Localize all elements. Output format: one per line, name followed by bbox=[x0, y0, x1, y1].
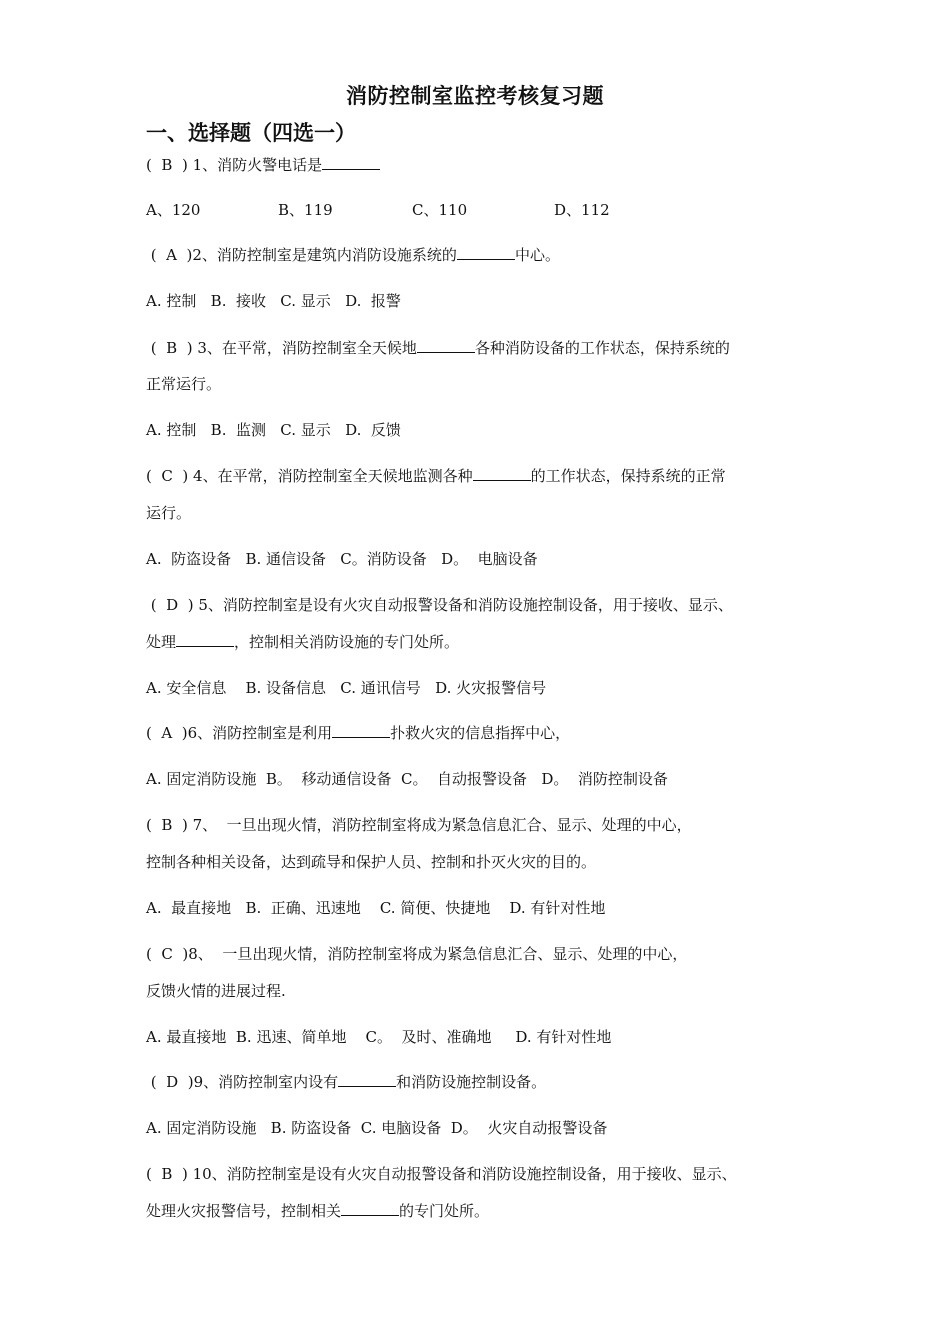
question-2 bbox=[146, 245, 560, 265]
answer-blank bbox=[473, 466, 531, 481]
question-text-tail: ，控制相关消防设施的专门处所。 bbox=[234, 633, 460, 651]
page-title: 消防控制室监控考核复习题 bbox=[346, 83, 604, 108]
question-8-continued: 反馈火情的进展过程. bbox=[146, 982, 286, 1000]
question-text: 处理 bbox=[146, 633, 177, 651]
option-b: B、119 bbox=[278, 201, 333, 219]
question-7-continued: 控制各种相关设备，达到疏导和保护人员、控制和扑灭火灾的目的。 bbox=[146, 853, 597, 871]
question-text: ( B ) 1、消防火警电话是 bbox=[146, 156, 323, 174]
option-a: A、120 bbox=[146, 201, 201, 219]
answer-blank bbox=[176, 632, 234, 647]
question-6-options: A. 固定消防设施 B。 移动通信设备 C。 自动报警设备 D。 消防控制设备 bbox=[146, 770, 668, 788]
question-3 bbox=[146, 338, 730, 358]
question-3-options: A. 控制 B. 监测 C. 显示 D. 反馈 bbox=[146, 421, 401, 439]
question-text: ( C ) 4、在平常，消防控制室全天候地监测各种 bbox=[146, 467, 473, 485]
answer-blank bbox=[457, 245, 515, 260]
option-d: D、112 bbox=[554, 201, 610, 219]
section-heading: 一、选择题（四选一） bbox=[146, 120, 356, 145]
question-7: ( B ) 7、 一旦出现火情，消防控制室将成为紧急信息汇合、显示、处理的中心， bbox=[146, 816, 692, 834]
answer-blank bbox=[417, 338, 475, 353]
question-9-options: A. 固定消防设施 B. 防盗设备 C. 电脑设备 D。 火灾自动报警设备 bbox=[146, 1119, 608, 1137]
question-6 bbox=[146, 723, 570, 743]
question-text-tail: 中心。 bbox=[514, 246, 560, 264]
question-10-continued bbox=[146, 1201, 489, 1221]
question-5: ( D ) 5、消防控制室是设有火灾自动报警设备和消防设施控制设备，用于接收、显示、 bbox=[146, 596, 733, 614]
question-4 bbox=[146, 466, 726, 486]
answer-blank bbox=[322, 155, 380, 170]
answer-blank bbox=[341, 1201, 399, 1216]
question-3-continued: 正常运行。 bbox=[146, 375, 222, 393]
question-8: ( C )8、 一旦出现火情，消防控制室将成为紧急信息汇合、显示、处理的中心， bbox=[146, 945, 688, 963]
option-c: C、110 bbox=[412, 201, 468, 219]
question-text-tail: 各种消防设备的工作状态，保持系统的 bbox=[474, 339, 730, 357]
question-1 bbox=[146, 155, 380, 175]
question-text: ( A )6、消防控制室是利用 bbox=[146, 724, 333, 742]
question-2-options: A. 控制 B. 接收 C. 显示 D. 报警 bbox=[146, 292, 401, 310]
question-text: ( B ) 3、在平常，消防控制室全天候地 bbox=[146, 339, 417, 357]
question-text-tail: 和消防设施控制设备。 bbox=[396, 1073, 547, 1091]
question-text-tail: 的工作状态，保持系统的正常 bbox=[530, 467, 726, 485]
answer-blank bbox=[338, 1072, 396, 1087]
question-text: ( A )2、消防控制室是建筑内消防设施系统的 bbox=[146, 246, 457, 264]
question-4-options: A. 防盗设备 B. 通信设备 C。消防设备 D。 电脑设备 bbox=[146, 550, 538, 568]
question-5-options: A. 安全信息 B. 设备信息 C. 通讯信号 D. 火灾报警信号 bbox=[146, 679, 547, 697]
question-8-options: A. 最直接地 B. 迅速、简单地 C。 及时、准确地 D. 有针对性地 bbox=[146, 1028, 612, 1046]
question-10: ( B ) 10、消防控制室是设有火灾自动报警设备和消防设施控制设备，用于接收、显示、 bbox=[146, 1165, 737, 1183]
question-text-tail: 扑救火灾的信息指挥中心， bbox=[390, 724, 571, 742]
question-text: 处理火灾报警信号，控制相关 bbox=[146, 1202, 342, 1220]
question-4-continued: 运行。 bbox=[146, 504, 192, 522]
question-9 bbox=[146, 1072, 546, 1092]
question-text-tail: 的专门处所。 bbox=[399, 1202, 490, 1220]
answer-blank bbox=[332, 723, 390, 738]
question-5-continued bbox=[146, 632, 459, 652]
question-text: ( D )9、消防控制室内设有 bbox=[146, 1073, 339, 1091]
question-7-options: A. 最直接地 B. 正确、迅速地 C. 简便、快捷地 D. 有针对性地 bbox=[146, 899, 606, 917]
